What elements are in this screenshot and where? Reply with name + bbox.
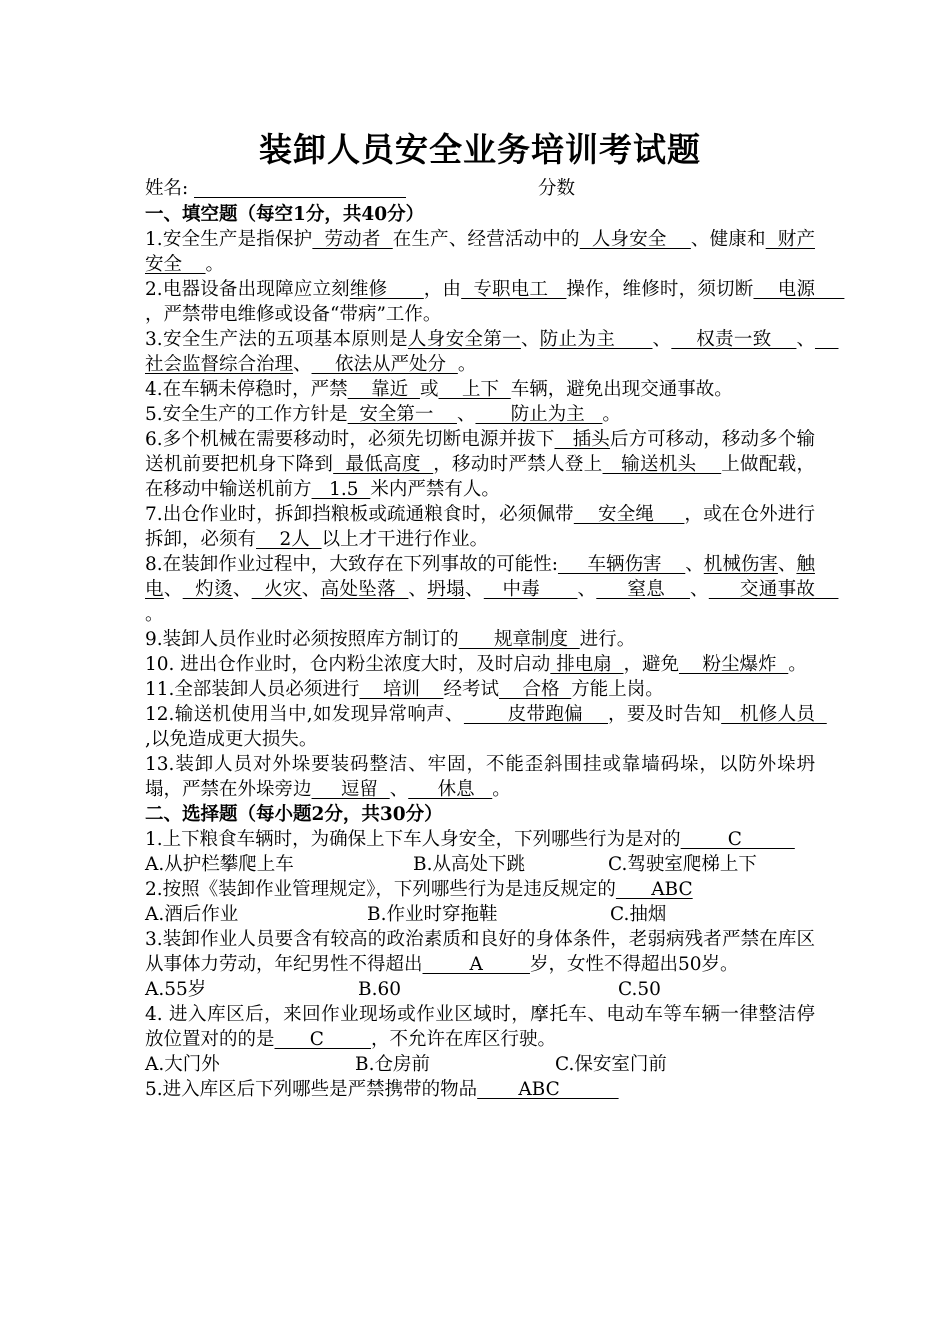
choice-1-options	[145, 852, 815, 877]
name-blank[interactable]	[194, 177, 406, 198]
question-3: 3.安全生产法的五项基本原则是人身安全第一、防止为主 、 权责一致 、 社会监督综合治理、 依法从严处分 。	[145, 329, 839, 375]
question-9: 9.装卸人员作业时必须按照库方制订的 规章制度 进行。	[145, 629, 636, 650]
option-c: C.驾驶室爬梯上下	[608, 854, 757, 875]
exam-page	[145, 128, 845, 1102]
question-6: 6.多个机械在需要移动时，必须先切断电源并拔下 插头后方可移动，移动多个输送机前要把机身下降到 最低高度 ，移动时严禁人登上 输送机头 上做配载，在移动中输送机前方 1.5 米内严禁有人。	[145, 429, 815, 500]
option-a: A.酒后作业	[145, 904, 239, 925]
choice-5: 5.进入库区后下列哪些是严禁携带的物品 ABC	[145, 1079, 619, 1100]
choice-1: 1.上下粮食车辆时，为确保上下车人身安全，下列哪些行为是对的 C	[145, 829, 795, 850]
question-5: 5.安全生产的工作方针是 安全第一 、 防止为主 。	[145, 404, 621, 425]
section-choice: 二、选择题（每小题2分，共30分）	[145, 804, 443, 825]
question-2: 2.电器设备出现障应立刻维修 ，由 专职电工 操作，维修时，须切断 电源 ，严禁带电维修或设备“带病”工作。	[145, 279, 845, 325]
choice-4: 4. 进入库区后，来回作业现场或作业区域时，摩托车、电动车等车辆一律整洁停放位置对的的是 C ，不允许在库区行驶。	[145, 1004, 815, 1050]
name-label: 姓名:	[145, 178, 189, 199]
question-13: 13.装卸人员对外垛要装码整洁、牢固，不能歪斜围挂或靠墙码垛，以防外垛坍塌，严禁在外垛旁边 逗留 、 休息 。	[145, 754, 815, 800]
question-8: 8.在装卸作业过程中，大致存在下列事故的可能性: 车辆伤害 、机械伤害、触电、 灼烫、 火灾、高处坠落 、坍塌、 中毒 、 窒息 、 交通事故 。	[145, 554, 839, 625]
question-1: 1.安全生产是指保护 劳动者 在生产、经营活动中的 人身安全 、健康和 财产安全 。	[145, 229, 815, 275]
option-a: A.大门外	[145, 1054, 220, 1075]
page-title: 装卸人员安全业务培训考试题	[259, 130, 701, 169]
name-score-line	[145, 176, 815, 202]
score-label: 分数	[538, 178, 576, 199]
option-c: C.50	[618, 979, 661, 1000]
option-b: B.从高处下跳	[413, 854, 525, 875]
option-c: C.抽烟	[610, 904, 667, 925]
option-a: A.55岁	[145, 979, 207, 1000]
choice-3: 3.装卸作业人员要含有较高的政治素质和良好的身体条件，老弱病残者严禁在库区从事体力劳动，年纪男性不得超出 A 岁，女性不得超出50岁。	[145, 929, 815, 975]
choice-2-options	[145, 902, 815, 927]
question-4: 4.在车辆未停稳时，严禁 靠近 或 上下 车辆，避免出现交通事故。	[145, 379, 733, 400]
question-11: 11.全部装卸人员必须进行 培训 经考试 合格 方能上岗。	[145, 679, 664, 700]
choice-3-options	[145, 977, 815, 1002]
question-12: 12.输送机使用当中,如发现异常响声、 皮带跑偏 ，要及时告知 机修人员 ,以免造成更大损失。	[145, 704, 827, 750]
question-10: 10. 进出仓作业时，仓内粉尘浓度大时，及时启动 排电扇 ，避免 粉尘爆炸 。	[145, 654, 807, 675]
option-a: A.从护栏攀爬上车	[145, 854, 294, 875]
section-fill-in: 一、填空题（每空1分，共40分）	[145, 204, 425, 225]
option-b: B.作业时穿拖鞋	[367, 904, 498, 925]
choice-2: 2.按照《装卸作业管理规定》，下列哪些行为是违反规定的 ABC	[145, 879, 693, 900]
option-b: B.60	[358, 979, 402, 1000]
question-7: 7.出仓作业时，拆卸挡粮板或疏通粮食时，必须佩带 安全绳 ，或在仓外进行拆卸，必须有 2人 以上才干进行作业。	[145, 504, 815, 550]
option-c: C.保安室门前	[555, 1054, 667, 1075]
option-b: B.仓房前	[355, 1054, 430, 1075]
choice-4-options	[145, 1052, 815, 1077]
